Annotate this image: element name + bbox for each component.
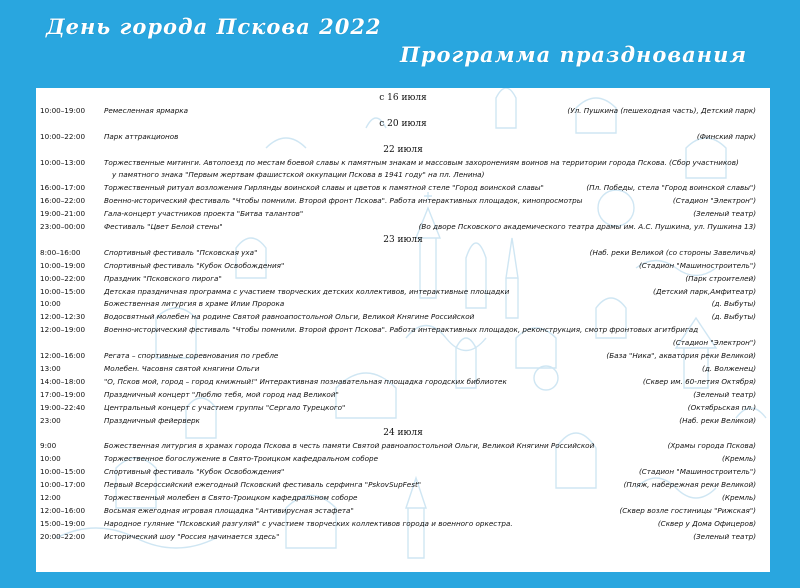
- event-title: Праздник "Псковского пирога": [104, 273, 222, 283]
- event-time: 12:00–12:30: [40, 312, 86, 322]
- event-location: (Кремль): [722, 454, 756, 464]
- event-location: (Пл. Победы, стела "Город воинской славы"): [586, 183, 756, 193]
- event-time: 10:00–22:00: [40, 273, 86, 283]
- event-title: Спортивный фестиваль "Псковская уха": [104, 247, 258, 257]
- event-location: (Зеленый театр): [693, 209, 756, 219]
- event-title: Торжественный молебен в Свято-Троицком кафедральном соборе: [104, 492, 358, 502]
- schedule-row: [36, 131, 770, 143]
- schedule-row: [36, 518, 770, 530]
- event-location: (Стадион "Машиностроитель"): [638, 260, 756, 270]
- event-time: 14:00–18:00: [40, 376, 86, 386]
- schedule-row: [36, 324, 770, 336]
- day-heading: 23 июля: [383, 234, 423, 245]
- event-title: Ремесленная ярмарка: [104, 105, 189, 115]
- event-title: Божественная литургия в храмах города Пскова в честь памяти Святой равноапостольной Ольги, Великой Княгини Российской: [104, 441, 595, 451]
- event-title: Парк аттракционов: [104, 131, 179, 141]
- event-title: Торжественные митинги. Автопоезд по местам боевой славы к памятным знакам и массовым захоронениям воинов на территории города Пскова. (Сбор участников): [104, 157, 739, 167]
- event-time: 10:00–22:00: [40, 131, 86, 141]
- event-location: (Стадион "Электрон"): [672, 338, 756, 348]
- event-location: (Сквер у Дома Офицеров): [657, 518, 756, 528]
- event-title: Центральный концерт с участием группы "Сергало Турецкого": [104, 402, 346, 412]
- event-location: (Сквер им. 60-летия Октября): [642, 376, 756, 386]
- event-title: Регата – спортивные соревнования по гребле: [104, 351, 279, 360]
- schedule-row: [36, 273, 770, 285]
- schedule-row: [36, 492, 770, 504]
- event-location: (Ул. Пушкина (пешеходная часть), Детский парк): [567, 105, 756, 115]
- event-time: 12:00–19:00: [40, 325, 86, 335]
- day-heading: с 20 июля: [379, 118, 427, 129]
- schedule-row: [36, 402, 770, 414]
- schedule-row: [36, 440, 770, 452]
- schedule-row: [36, 363, 770, 375]
- event-time: 8:00–16:00: [40, 247, 81, 257]
- event-location: (д. Выбуты): [711, 299, 756, 309]
- event-location: (Во дворе Псковского академического театра драмы им. А.С. Пушкина, ул. Пушкина 13): [418, 222, 756, 231]
- event-location: (д. Волженец): [702, 363, 756, 373]
- event-title: Водосвятный молебен на родине Святой равноапостольной Ольги, Великой Княгине Российской: [104, 312, 475, 322]
- event-title: у памятного знака "Первым жертвам фашистской оккупации Пскова в 1941 году" на пл. Ленина): [112, 170, 485, 180]
- day-heading: 22 июля: [383, 144, 423, 155]
- schedule-row: [36, 247, 770, 259]
- event-time: 23:00: [40, 415, 61, 425]
- event-title: Торжественный ритуал возложения Гирлянды воинской славы и цветов к памятной стеле "Город воинской славы": [104, 183, 544, 193]
- event-location: (Детский парк,Амфитеатр): [653, 286, 756, 296]
- event-location: (Зеленый театр): [693, 531, 756, 541]
- schedule-row: [36, 376, 770, 388]
- event-location: (Пляж, набережная реки Великой): [623, 480, 756, 489]
- event-time: 10:00: [40, 454, 61, 464]
- event-time: 12:00: [40, 492, 61, 502]
- event-time: 16:00–17:00: [40, 183, 86, 193]
- event-location: (Октябрьская пл.): [687, 402, 756, 412]
- event-title: Фестиваль "Цвет Белой стены": [104, 222, 223, 231]
- event-title: Народное гуляние "Псковский разгуляй" с участием творческих коллективов города и военного оркестра.: [104, 518, 513, 528]
- schedule-row: [36, 479, 770, 491]
- day-heading: 24 июля: [383, 428, 423, 439]
- event-location: (Наб. реки Великой (со стороны Завеличья): [589, 247, 756, 257]
- event-title: Первый Всероссийский ежегодный Псковский фестиваль серфинга "PskovSupFest": [104, 480, 422, 489]
- event-location: (Финский парк): [696, 131, 756, 141]
- event-time: 15:00–19:00: [40, 518, 86, 528]
- event-title: Праздничный фейерверк: [104, 415, 200, 425]
- schedule-panel: [36, 88, 770, 572]
- event-location: (Кремль): [722, 492, 756, 502]
- event-title: Спортивный фестиваль "Кубок Освобождения": [104, 260, 285, 270]
- schedule-row: [36, 337, 770, 349]
- event-time: 9:00: [40, 441, 57, 451]
- schedule-list: [36, 88, 770, 572]
- schedule-row: [36, 286, 770, 298]
- event-location: (Храмы города Пскова): [667, 441, 756, 451]
- event-location: (Сквер возле гостиницы "Рижская"): [619, 505, 756, 515]
- event-time: 10:00–17:00: [40, 480, 86, 489]
- event-location: (Стадион "Электрон"): [672, 196, 756, 206]
- schedule-row: [36, 389, 770, 401]
- event-title: Детская праздничная программа с участием творческих детских коллективов, интерактивные площадки: [104, 286, 510, 296]
- schedule-row: [36, 298, 770, 310]
- event-time: 12:00–16:00: [40, 505, 86, 515]
- event-time: 19:00–21:00: [40, 209, 86, 219]
- event-title: Божественная литургия в храме Илии Пророка: [104, 299, 285, 309]
- schedule-row: [36, 311, 770, 323]
- schedule-row: [36, 157, 770, 169]
- event-time: 10:00: [40, 299, 61, 309]
- event-location: (Наб. реки Великой): [679, 415, 756, 425]
- event-title: Военно-исторический фестиваль "Чтобы помнили. Второй фронт Пскова". Работа интерактивных площадок, реконструкция, смотр фронтовых агитбригад: [104, 325, 699, 335]
- event-title: Торжественное богослужение в Свято-Троицком кафедральном соборе: [104, 454, 379, 464]
- event-time: 20:00–22:00: [40, 531, 86, 541]
- event-title: "О, Псков мой, город – город книжный!" Интерактивная познавательная площадка городских библиотек: [104, 376, 507, 386]
- poster-title: День города Пскова 2022: [46, 14, 382, 39]
- event-time: 10:00–13:00: [40, 157, 86, 167]
- event-location: (База "Ника", акватория реки Великой): [606, 351, 756, 360]
- event-title: Праздничный концерт "Люблю тебя, мой город над Великой": [104, 389, 339, 399]
- schedule-row: [36, 466, 770, 478]
- event-title: Военно-исторический фестиваль "Чтобы помнили. Второй фронт Пскова". Работа интерактивных площадок, кинопросмотры: [104, 196, 583, 206]
- event-location: (Зеленый театр): [693, 389, 756, 399]
- schedule-row: [36, 453, 770, 465]
- event-time: 10:00–19:00: [40, 105, 86, 115]
- event-time: 10:00–15:00: [40, 286, 86, 296]
- event-time: 10:00–19:00: [40, 260, 86, 270]
- schedule-row: [36, 350, 770, 362]
- schedule-row: [36, 169, 770, 181]
- schedule-row: [36, 105, 770, 117]
- day-heading: с 16 июля: [379, 93, 427, 103]
- schedule-row: [36, 221, 770, 233]
- event-location: (Стадион "Машиностроитель"): [638, 467, 756, 477]
- poster-subtitle: Программа празднования: [400, 42, 748, 67]
- schedule-row: [36, 182, 770, 194]
- event-time: 17:00–19:00: [40, 389, 86, 399]
- schedule-row: [36, 531, 770, 543]
- event-location: (Парк строителей): [685, 273, 756, 283]
- event-time: 13:00: [40, 363, 61, 373]
- event-time: 23:00–00:00: [40, 222, 86, 231]
- event-title: Исторический шоу "Россия начинается здесь": [104, 531, 280, 541]
- event-title: Спортивный фестиваль "Кубок Освобождения": [104, 467, 285, 477]
- event-title: Гала-концерт участников проекта "Битва талантов": [104, 209, 304, 219]
- event-time: 10:00–15:00: [40, 467, 86, 477]
- event-time: 16:00–22:00: [40, 196, 86, 206]
- event-title: Молебен. Часовня святой княгини Ольги: [104, 363, 260, 373]
- schedule-row: [36, 260, 770, 272]
- schedule-row: [36, 415, 770, 427]
- event-time: 12:00–16:00: [40, 351, 86, 360]
- schedule-row: [36, 195, 770, 207]
- event-location: (д. Выбуты): [711, 312, 756, 322]
- schedule-row: [36, 505, 770, 517]
- event-time: 19:00–22:40: [40, 402, 86, 412]
- event-title: Восьмая ежегодная игровая площадка "Антивирусная эстафета": [104, 505, 354, 515]
- schedule-row: [36, 208, 770, 220]
